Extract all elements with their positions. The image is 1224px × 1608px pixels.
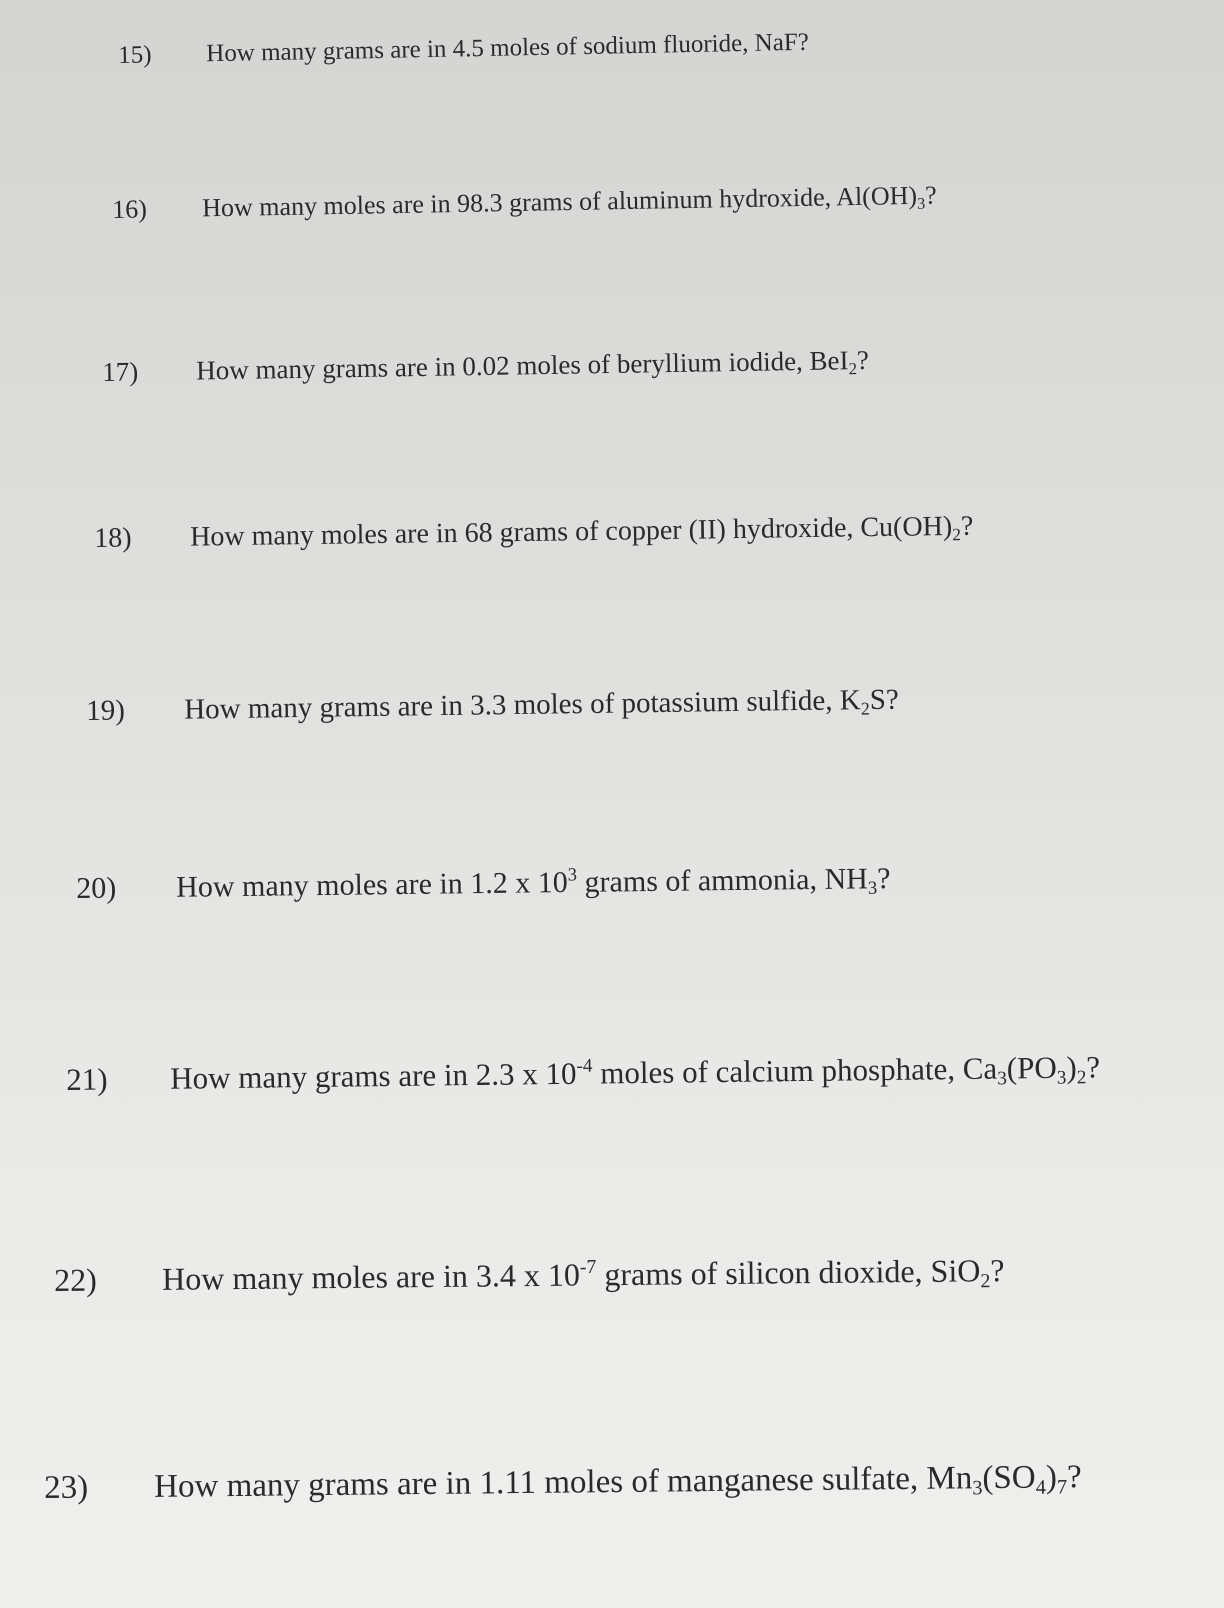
question-number: 18) (94, 522, 132, 554)
question-text: How many grams are in 0.02 moles of beryllium iodide, BeI$_2$? (195, 344, 870, 386)
question-text: How many grams are in 4.5 moles of sodium fluoride, NaF? (205, 28, 810, 68)
question-text: How many grams are in 2.3 x $10^{-4}$ moles of calcium phosphate, $Ca_3(PO_3)_2$? (169, 1049, 1101, 1096)
question-text: How many grams are in 3.3 moles of potassium sulfide, $K_2S$? (183, 683, 899, 726)
question-number: 22) (54, 1261, 98, 1298)
question-text: How many moles are in 1.2 x $10^3$ grams of ammonia, $NH_3$? (175, 862, 891, 904)
question-number: 16) (112, 194, 148, 224)
question-text: How many moles are in 98.3 grams of aluminum hydroxide, $Al(OH)_3$? (201, 180, 937, 223)
question-number: 23) (44, 1469, 89, 1506)
question-number: 21) (66, 1061, 108, 1097)
question-text: How many moles are in 68 grams of copper (II) hydroxide, $Cu(OH)_2$? (189, 510, 974, 553)
question-number: 19) (86, 694, 126, 727)
question-text: How many grams are in 1.11 moles of manganese sulfate, $Mn_3(SO_4)_7$? (153, 1459, 1082, 1505)
question-text: How many moles are in 3.4 x $10^{-7}$ grams of silicon dioxide, SiO$_2$? (161, 1252, 1005, 1297)
question-number: 20) (76, 871, 117, 905)
question-number: 17) (102, 356, 139, 387)
question-number: 15) (118, 41, 152, 69)
